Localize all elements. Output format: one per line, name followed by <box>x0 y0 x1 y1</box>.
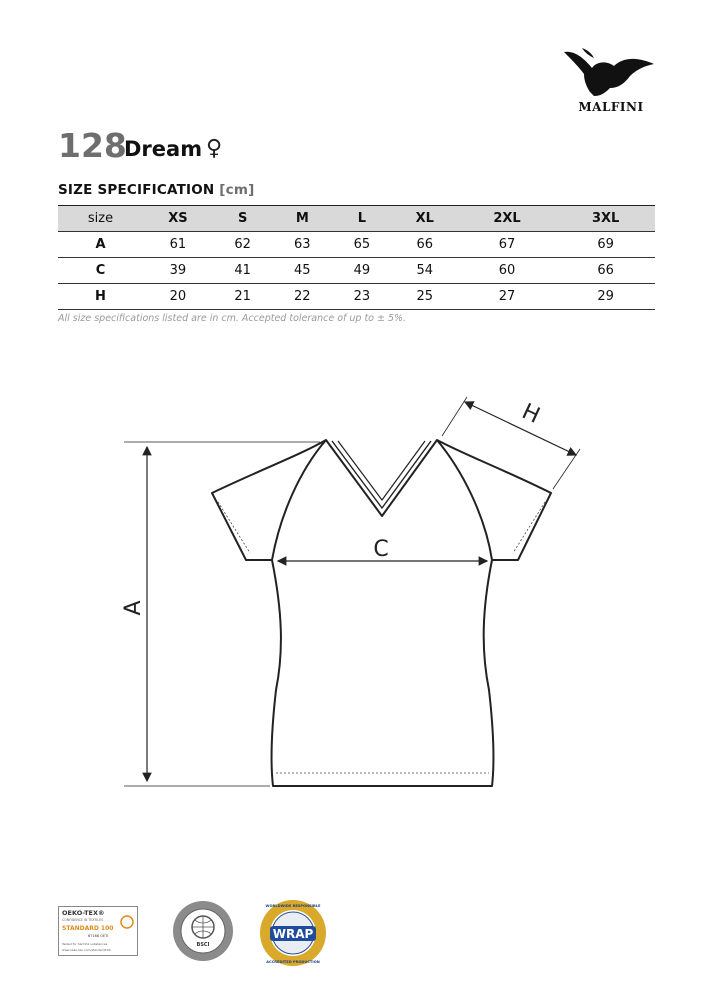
table-cell: 22 <box>273 284 333 310</box>
header-size-xs: XS <box>143 206 213 232</box>
table-row <box>58 284 655 310</box>
header-size-xl: XL <box>392 206 458 232</box>
brand-bird-logo-icon <box>560 44 660 100</box>
table-cell: 61 <box>143 232 213 258</box>
dimension-a <box>124 442 320 786</box>
dimension-a-label: A <box>121 600 146 616</box>
table-cell: 69 <box>556 232 655 258</box>
size-specification-title <box>58 182 255 198</box>
header-size-2xl: 2XL <box>458 206 557 232</box>
table-cell: 23 <box>332 284 392 310</box>
oeko-tex-certification-logo <box>58 906 138 956</box>
svg-text:Tested for harmful substances.: Tested for harmful substances. <box>62 942 109 946</box>
table-cell: 45 <box>273 258 333 284</box>
wrap-certification-logo <box>258 898 328 968</box>
table-cell: 21 <box>213 284 273 310</box>
table-cell: 25 <box>392 284 458 310</box>
row-label: C <box>58 258 143 284</box>
svg-text:67168 OETI: 67168 OETI <box>88 934 109 938</box>
svg-text:ACCREDITED PRODUCTION: ACCREDITED PRODUCTION <box>266 960 320 964</box>
header-size-s: S <box>213 206 273 232</box>
product-name: Dream <box>124 137 203 161</box>
table-cell: 67 <box>458 232 557 258</box>
table-cell: 62 <box>213 232 273 258</box>
table-cell: 20 <box>143 284 213 310</box>
dimension-h-label: H <box>517 399 544 429</box>
row-label: A <box>58 232 143 258</box>
table-cell: 41 <box>213 258 273 284</box>
product-number: 128 <box>58 126 127 165</box>
spec-title-text: SIZE SPECIFICATION <box>58 182 215 198</box>
table-cell: 27 <box>458 284 557 310</box>
brand-name: MALFINI <box>578 100 644 114</box>
table-row <box>58 258 655 284</box>
header-size-3xl: 3XL <box>556 206 655 232</box>
svg-text:WRAP: WRAP <box>272 927 314 941</box>
table-cell: 66 <box>556 258 655 284</box>
header-size-m: M <box>273 206 333 232</box>
header-size-l: L <box>332 206 392 232</box>
table-cell: 49 <box>332 258 392 284</box>
svg-text:www.oeko-tex.com/standard100: www.oeko-tex.com/standard100 <box>62 948 111 952</box>
table-cell: 63 <box>273 232 333 258</box>
svg-text:STANDARD 100: STANDARD 100 <box>62 925 114 932</box>
t-shirt-outline <box>212 440 551 786</box>
table-cell: 66 <box>392 232 458 258</box>
table-cell: 65 <box>332 232 392 258</box>
table-row <box>58 232 655 258</box>
female-gender-icon: ♀ <box>206 136 223 161</box>
table-header-row <box>58 206 655 232</box>
table-cell: 60 <box>458 258 557 284</box>
table-cell: 39 <box>143 258 213 284</box>
svg-text:BSCI: BSCI <box>196 942 210 948</box>
bsci-certification-logo <box>172 900 234 962</box>
header-size-label: size <box>58 206 143 232</box>
svg-text:CONFIDENCE IN TEXTILES: CONFIDENCE IN TEXTILES <box>62 918 104 922</box>
row-label: H <box>58 284 143 310</box>
size-table <box>58 205 655 310</box>
svg-text:OEKO-TEX®: OEKO-TEX® <box>62 909 105 917</box>
svg-text:WORLDWIDE RESPONSIBLE: WORLDWIDE RESPONSIBLE <box>265 904 321 908</box>
table-cell: 29 <box>556 284 655 310</box>
table-cell: 54 <box>392 258 458 284</box>
dimension-c-label: C <box>373 537 389 562</box>
spec-unit: [cm] <box>219 182 255 198</box>
garment-measurement-diagram <box>0 370 707 810</box>
tolerance-footnote: All size specifications listed are in cm. Accepted tolerance of up to ± 5%. <box>58 313 407 324</box>
